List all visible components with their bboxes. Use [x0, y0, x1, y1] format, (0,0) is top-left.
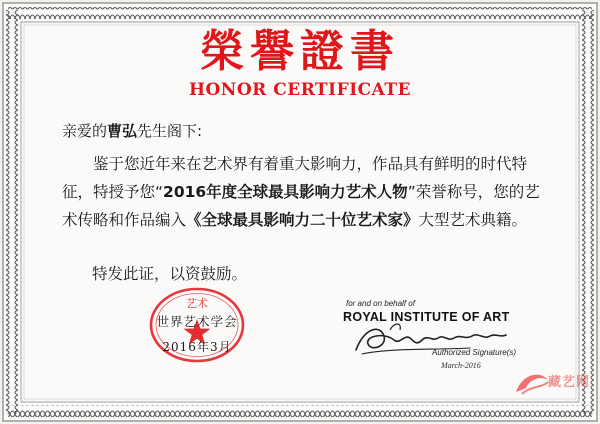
body-text-1: 鉴于您近年来在艺术界有着重大影响力，作品具有鲜明的时代特征，特授予您“: [62, 155, 528, 201]
body-text-3: 大型艺术典籍。: [418, 211, 528, 229]
closing-line: 特发此证，以资鼓励。: [92, 265, 248, 283]
certificate-body: [62, 150, 540, 234]
award-title: 2016年度全球最具影响力艺术人物: [163, 183, 408, 201]
certificate-title-cn: 榮譽證書: [200, 26, 400, 77]
body-text-2: ”荣誉称号，您的艺术传略和作品编入: [62, 183, 540, 229]
seal-arc-text: 艺术: [186, 297, 208, 310]
seal-org-name: 世界艺术学会: [156, 314, 238, 329]
signature-label: Authorized Signature(s): [432, 348, 517, 357]
behalf-label: for and on behalf of: [346, 299, 415, 308]
seal-date: 2016年3月: [162, 340, 232, 354]
issuer-institute: ROYAL INSTITUTE OF ART: [343, 310, 510, 324]
greeting-prefix: 亲爱的: [62, 122, 108, 140]
greeting: [62, 120, 202, 141]
recipient-name: 曹弘: [107, 122, 138, 140]
issuer-date: March-2016: [441, 361, 481, 370]
greeting-suffix: 先生阁下:: [137, 122, 203, 140]
book-title: 《全球最具影响力二十位艺术家》: [186, 211, 419, 229]
watermark-text: 藏艺网: [548, 375, 591, 390]
certificate-title-en: HONOR CERTIFICATE: [188, 80, 412, 100]
